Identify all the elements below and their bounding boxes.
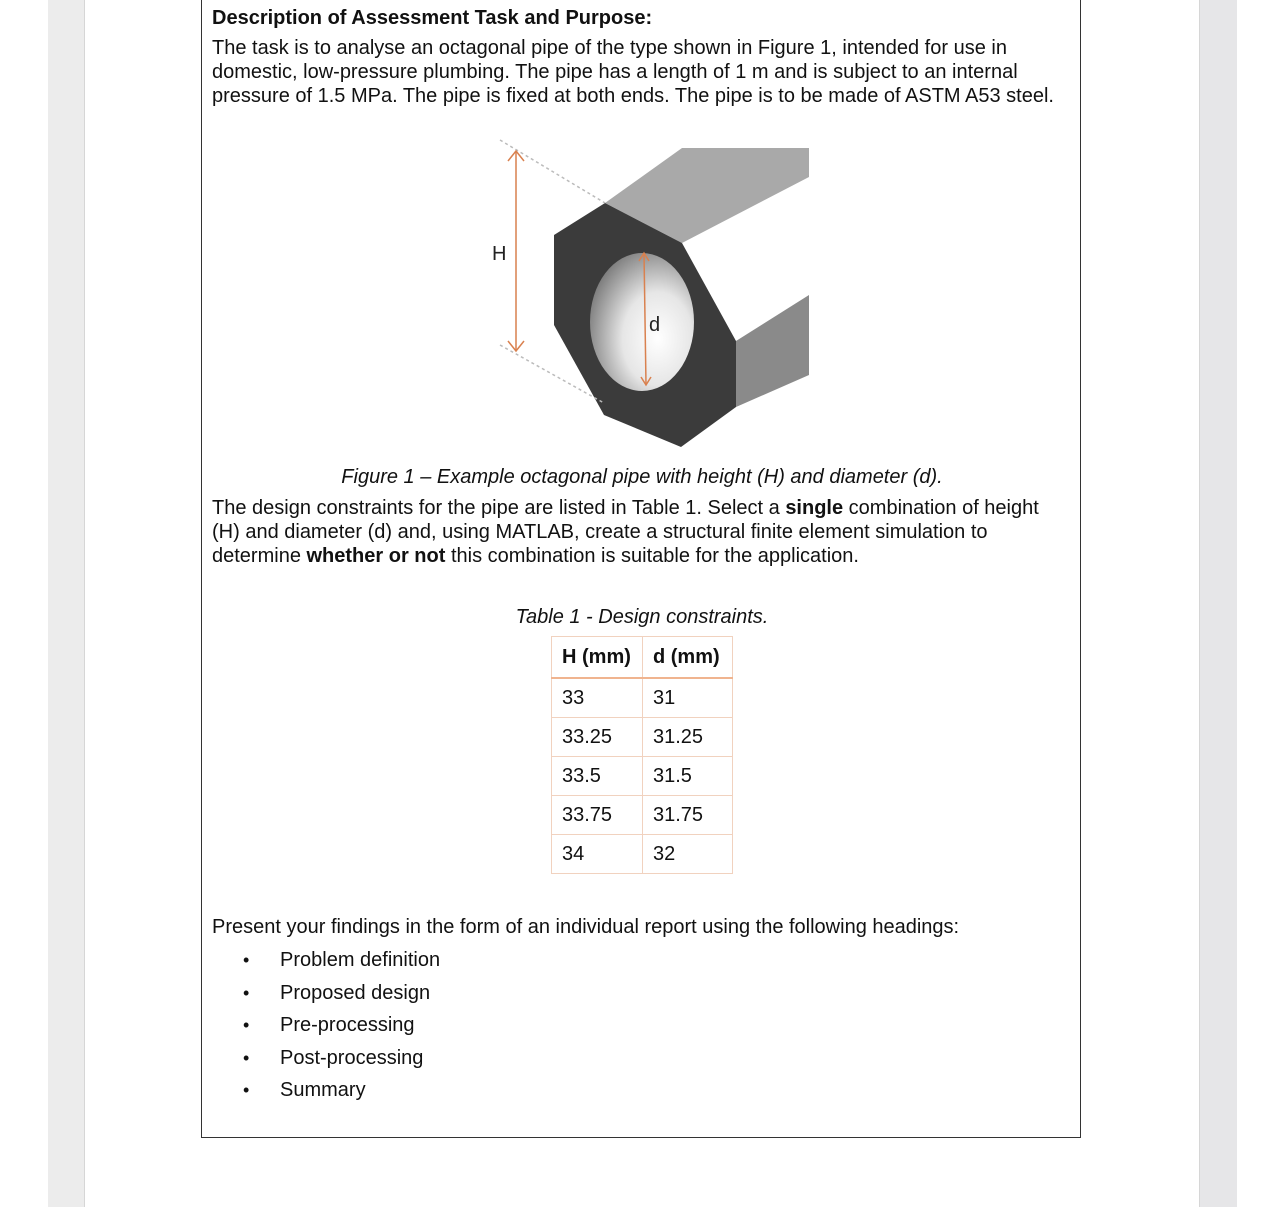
table-cell: 34 [552, 835, 643, 874]
diameter-label: d [649, 314, 661, 336]
table-row [552, 835, 733, 874]
table-cell: 33.75 [552, 796, 643, 835]
constraints-text-1: The design constraints for the pipe are listed in Table 1. Select a [212, 497, 786, 519]
list-item [212, 1011, 440, 1044]
list-item-label: Post-processing [280, 1046, 424, 1069]
table-cell: 33.5 [552, 757, 643, 796]
constraints-text-2: combination of height (H) and diameter (d) and, using MATLAB, create a structural finite element simulation to determine [212, 497, 1039, 567]
list-item [212, 979, 440, 1012]
viewer-left-gutter [48, 0, 85, 1207]
table-row [552, 678, 733, 718]
height-label: H [492, 243, 507, 265]
constraints-text-3: this combination is suitable for the application. [445, 545, 859, 567]
figure-1 [470, 135, 830, 455]
viewer-right-scrollbar[interactable] [1199, 0, 1237, 1207]
octagonal-pipe-illustration [470, 135, 830, 455]
table-cell: 33 [552, 678, 643, 718]
list-item-label: Problem definition [280, 949, 441, 971]
table-cell: 31.75 [643, 796, 733, 835]
bullet: • [243, 1080, 250, 1100]
pipe-bore [590, 253, 694, 391]
list-item-label: Proposed design [280, 981, 431, 1004]
figure-caption: Figure 1 – Example octagonal pipe with height (H) and diameter (d). [341, 466, 943, 488]
list-item [212, 1076, 440, 1109]
constraints-bold-whether: whether or not [306, 545, 446, 567]
table-cell: 31 [643, 678, 733, 718]
bullet: • [243, 1015, 250, 1035]
bullet: • [243, 950, 250, 970]
table-row [552, 796, 733, 835]
task-description: The task is to analyse an octagonal pipe of the type shown in Figure 1, intended for use in domestic, low-pressure plumbing. The pipe has a length of 1 m and is subject to an internal pressure of 1.5 MPa. The pipe is fixed at both ends. The pipe is to be made of ASTM A53 steel. [212, 37, 1054, 107]
constraints-paragraph [212, 496, 1072, 568]
table-row [552, 718, 733, 757]
table-cell: 31.25 [643, 718, 733, 757]
list-item-label: Summary [280, 1079, 366, 1101]
table-cell: 32 [643, 835, 733, 874]
constraints-bold-single: single [785, 497, 844, 519]
list-item [212, 946, 440, 979]
design-constraints-table [551, 636, 733, 874]
table-caption: Table 1 - Design constraints. [515, 606, 769, 628]
column-header-h: H (mm) [552, 637, 643, 679]
table-row [552, 757, 733, 796]
list-item [212, 1044, 440, 1077]
pipe-right-side [736, 295, 809, 407]
bullet: • [243, 982, 250, 1003]
bullet: • [243, 1047, 250, 1068]
table-cell: 33.25 [552, 718, 643, 757]
table-cell: 31.5 [643, 757, 733, 796]
report-instructions: Present your findings in the form of an individual report using the following headings: [212, 916, 960, 938]
report-headings-list [212, 946, 440, 1109]
section-heading: Description of Assessment Task and Purpose: [212, 7, 653, 29]
table-header-row [552, 637, 733, 679]
list-item-label: Pre-processing [280, 1014, 415, 1036]
column-header-d: d (mm) [643, 637, 733, 679]
